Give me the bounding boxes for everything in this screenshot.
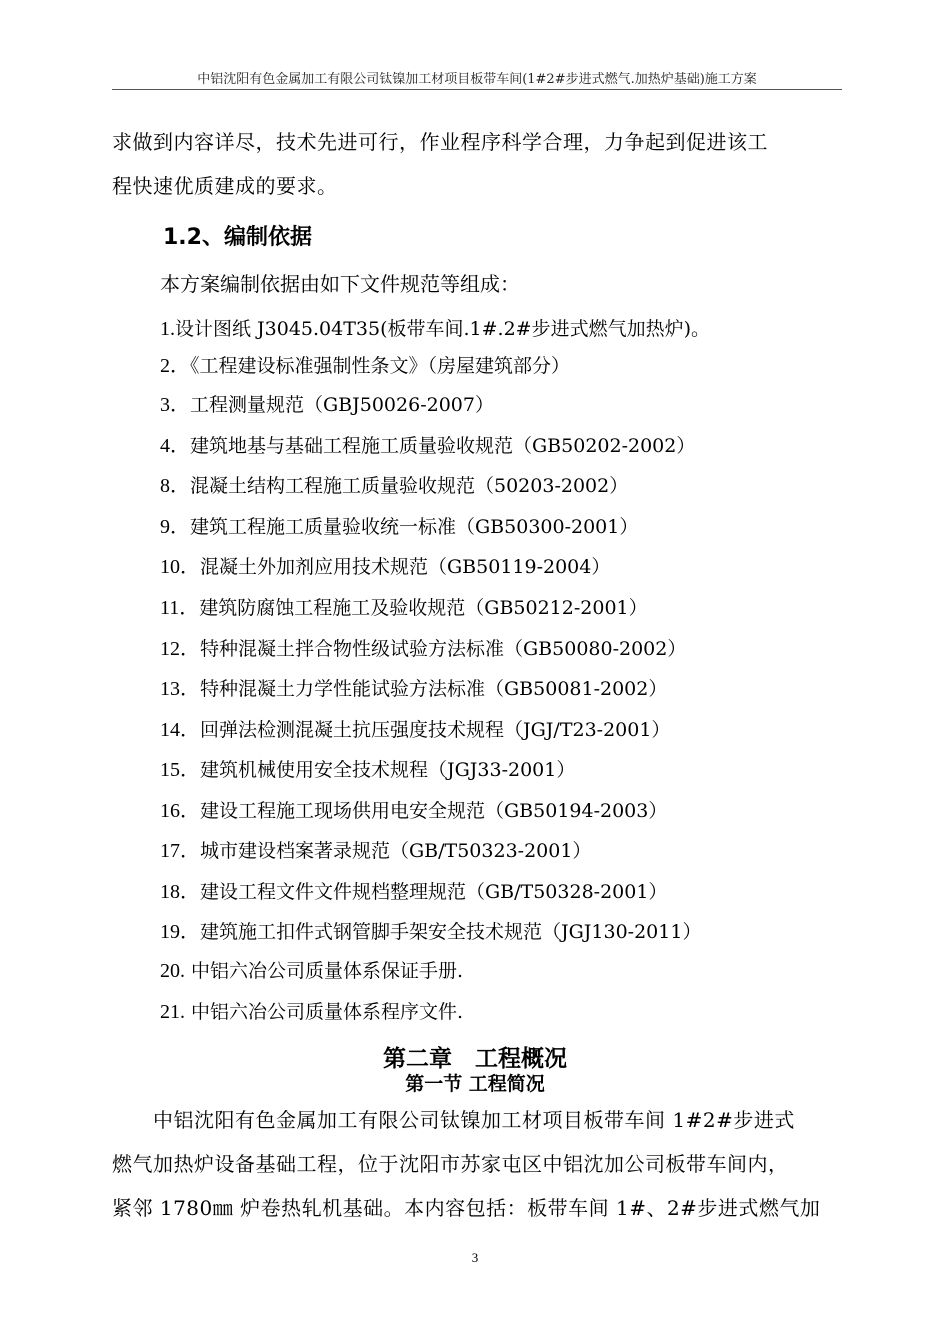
- reference-item: [160, 956, 463, 983]
- page-number: 3: [471, 1250, 479, 1265]
- reference-number: 13．: [160, 678, 200, 700]
- reference-number: 14．: [160, 719, 200, 741]
- reference-number: 10．: [160, 556, 200, 578]
- reference-number: 20.: [160, 960, 185, 982]
- reference-item: [160, 713, 670, 742]
- intro-text: 本方案编制依据由如下文件规范等组成：: [160, 272, 520, 296]
- reference-number: 11．: [160, 597, 200, 619]
- reference-text: 建筑工程施工质量验收统一标准（GB50300-2001）: [190, 516, 639, 538]
- reference-number: 17．: [160, 840, 200, 862]
- reference-item: [160, 469, 628, 498]
- reference-item: [160, 632, 686, 661]
- reference-text: 工程测量规范（GBJ50026-2007）: [190, 394, 494, 416]
- reference-number: 3．: [160, 394, 190, 416]
- continuation-line-2: 程快速优质建成的要求。: [112, 174, 338, 198]
- reference-number: 18．: [160, 881, 200, 903]
- reference-number: 8．: [160, 475, 190, 497]
- reference-item: [160, 550, 610, 579]
- reference-item: [160, 834, 591, 863]
- reference-text: 建设工程施工现场供用电安全规范（GB50194-2003）: [200, 800, 668, 822]
- page-header: 中铝沈阳有色金属加工有限公司钛镍加工材项目板带车间(1#2#步进式燃气.加热炉基础)施工方案: [197, 72, 757, 87]
- reference-number: 1.: [160, 318, 175, 340]
- reference-text: 特种混凝土力学性能试验方法标准（GB50081-2002）: [200, 678, 668, 700]
- reference-number: 9．: [160, 516, 190, 538]
- header-divider: [112, 89, 842, 90]
- reference-text: 建筑机械使用安全技术规程（JGJ33-2001）: [200, 759, 576, 781]
- reference-text: 中铝六冶公司质量体系程序文件.: [185, 1001, 464, 1023]
- reference-text: 特种混凝土拌合物性级试验方法标准（GB50080-2002）: [200, 638, 687, 660]
- reference-item: [160, 510, 638, 539]
- reference-number: 12．: [160, 638, 200, 660]
- reference-number: 4．: [160, 435, 190, 457]
- reference-item: [160, 591, 648, 620]
- reference-number: 2．: [160, 355, 190, 377]
- section-title: 第一节 工程简况: [405, 1073, 545, 1095]
- overview-line-2: 燃气加热炉设备基础工程，位于沈阳市苏家屯区中铝沈加公司板带车间内，: [112, 1152, 789, 1176]
- reference-item: [160, 349, 570, 378]
- reference-text: 城市建设档案著录规范（GB/T50323-2001）: [200, 840, 592, 862]
- reference-text: 建筑地基与基础工程施工质量验收规范（GB50202-2002）: [190, 435, 696, 457]
- reference-text: 建设工程文件文件规档整理规范（GB/T50328-2001）: [200, 881, 668, 903]
- reference-text: 中铝六冶公司质量体系保证手册.: [185, 960, 464, 982]
- reference-item: [160, 915, 701, 944]
- reference-item: [160, 753, 575, 782]
- reference-number: 15．: [160, 759, 200, 781]
- reference-text: 混凝土外加剂应用技术规范（GB50119-2004）: [200, 556, 611, 578]
- reference-text: 建筑施工扣件式钢管脚手架安全技术规范（JGJ130-2011）: [200, 921, 702, 943]
- reference-number: 16．: [160, 800, 200, 822]
- reference-item: [160, 794, 667, 823]
- reference-text: 回弹法检测混凝土抗压强度技术规程（JGJ/T23-2001）: [200, 719, 671, 741]
- reference-item: [160, 388, 494, 417]
- reference-number: 19．: [160, 921, 200, 943]
- reference-text: 混凝土结构工程施工质量验收规范（50203-2002）: [190, 475, 629, 497]
- continuation-line-1: 求做到内容详尽，技术先进可行，作业程序科学合理，力争起到促进该工: [112, 130, 768, 154]
- reference-text: 建筑防腐蚀工程施工及验收规范（GB50212-2001）: [199, 597, 648, 619]
- reference-item: [160, 875, 667, 904]
- reference-item: [160, 429, 695, 458]
- overview-line-1: 中铝沈阳有色金属加工有限公司钛镍加工材项目板带车间 1#2#步进式: [112, 1108, 795, 1132]
- chapter-title: 第二章 工程概况: [383, 1046, 567, 1072]
- reference-text: 设计图纸 J3045.04T35(板带车间.1#.2#步进式燃气加热炉)。: [175, 318, 710, 340]
- reference-item: [160, 997, 463, 1024]
- reference-text: 《工程建设标准强制性条文》（房屋建筑部分）: [190, 355, 571, 377]
- overview-line-3: 紧邻 1780㎜ 炉卷热轧机基础。本内容包括：板带车间 1#、2#步进式燃气加: [112, 1196, 821, 1220]
- reference-item: [160, 314, 710, 341]
- section-heading: 1.2、编制依据: [163, 225, 312, 250]
- reference-item: [160, 672, 667, 701]
- reference-number: 21.: [160, 1001, 185, 1023]
